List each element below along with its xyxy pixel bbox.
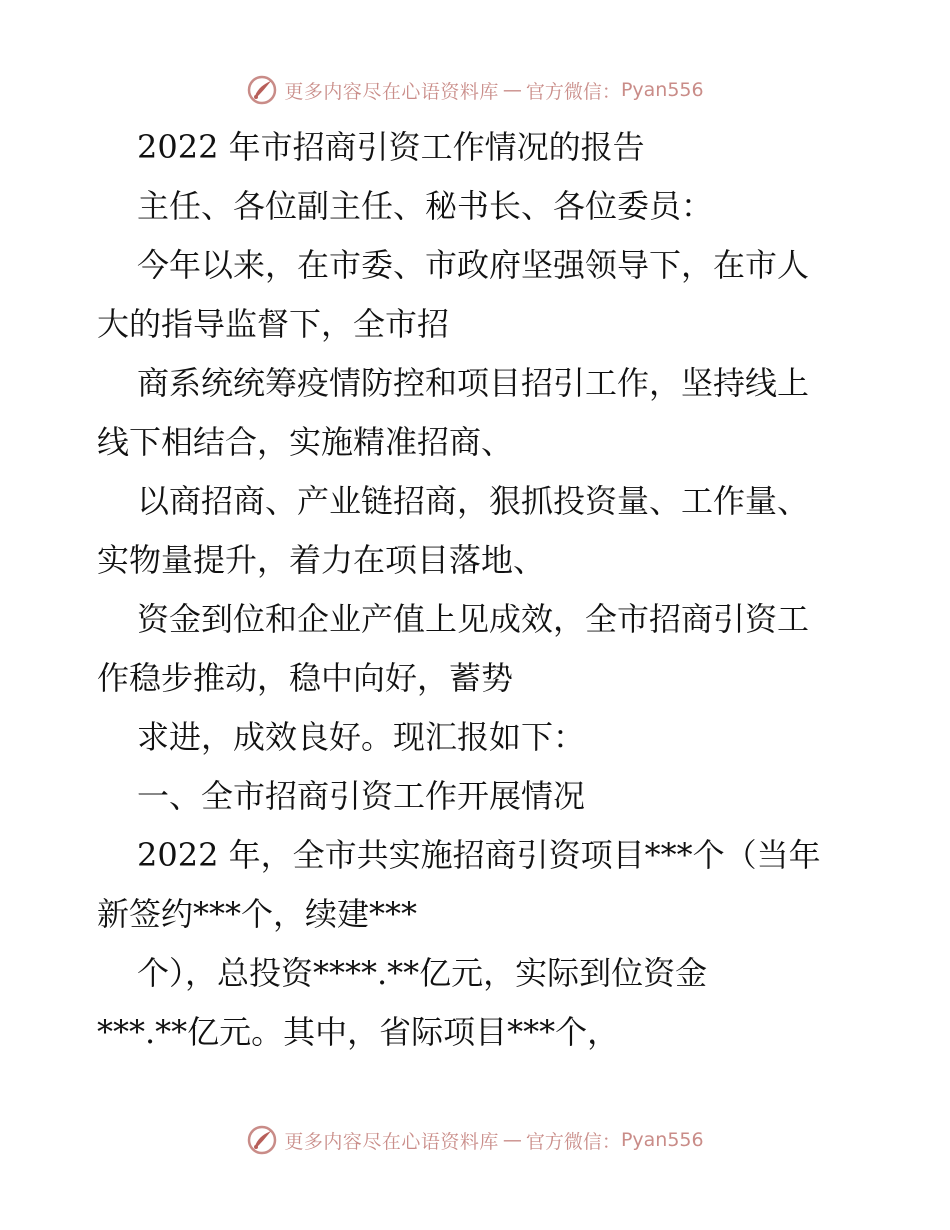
paragraph-line: 大的指导监督下，全市招 bbox=[97, 305, 450, 343]
paragraph-line: 求进，成效良好。现汇报如下： bbox=[137, 718, 586, 756]
watermark-separator: — bbox=[502, 1129, 522, 1151]
paragraph-line: 个），总投资****.**亿元，实际到位资金 bbox=[137, 954, 708, 992]
paragraph-line: ***.**亿元。其中，省际项目***个， bbox=[97, 1013, 620, 1051]
paragraph-line: 以商招商、产业链招商，狠抓投资量、工作量、 bbox=[137, 482, 810, 520]
document-lines bbox=[97, 177, 857, 1062]
paragraph-line: 一、全市招商引资工作开展情况 bbox=[137, 777, 586, 815]
watermark-wechat-id: Pyan556 bbox=[620, 1129, 704, 1151]
paragraph-line: 今年以来，在市委、市政府坚强领导下，在市人 bbox=[137, 246, 810, 284]
document-body bbox=[97, 118, 857, 1062]
paragraph-line: 作稳步推动，稳中向好，蓄势 bbox=[97, 659, 514, 697]
watermark-text: 更多内容尽在心语资料库 bbox=[284, 80, 499, 103]
watermark-separator: — bbox=[502, 79, 522, 101]
paragraph-line: 2022 年，全市共实施招商引资项目***个（当年 bbox=[137, 836, 821, 874]
watermark-suffix: 官方微信： bbox=[525, 1130, 621, 1153]
paragraph-line: 主任、各位副主任、秘书长、各位委员： bbox=[137, 187, 714, 225]
watermark-suffix: 官方微信： bbox=[525, 80, 621, 103]
paragraph-line: 资金到位和企业产值上见成效，全市招商引资工 bbox=[137, 600, 810, 638]
watermark-text: 更多内容尽在心语资料库 bbox=[284, 1130, 499, 1153]
paragraph-line: 实物量提升，着力在项目落地、 bbox=[97, 541, 546, 579]
footer-watermark bbox=[0, 1120, 950, 1160]
paragraph-line: 商系统统筹疫情防控和项目招引工作，坚持线上 bbox=[137, 364, 810, 402]
brush-logo-icon bbox=[246, 74, 278, 106]
brush-logo-icon bbox=[246, 1124, 278, 1156]
paragraph-line: 线下相结合，实施精准招商、 bbox=[97, 423, 514, 461]
watermark-wechat-id: Pyan556 bbox=[620, 79, 704, 101]
paragraph-line: 新签约***个，续建*** bbox=[97, 895, 418, 933]
document-title: 2022 年市招商引资工作情况的报告 bbox=[137, 128, 645, 166]
header-watermark bbox=[0, 70, 950, 110]
